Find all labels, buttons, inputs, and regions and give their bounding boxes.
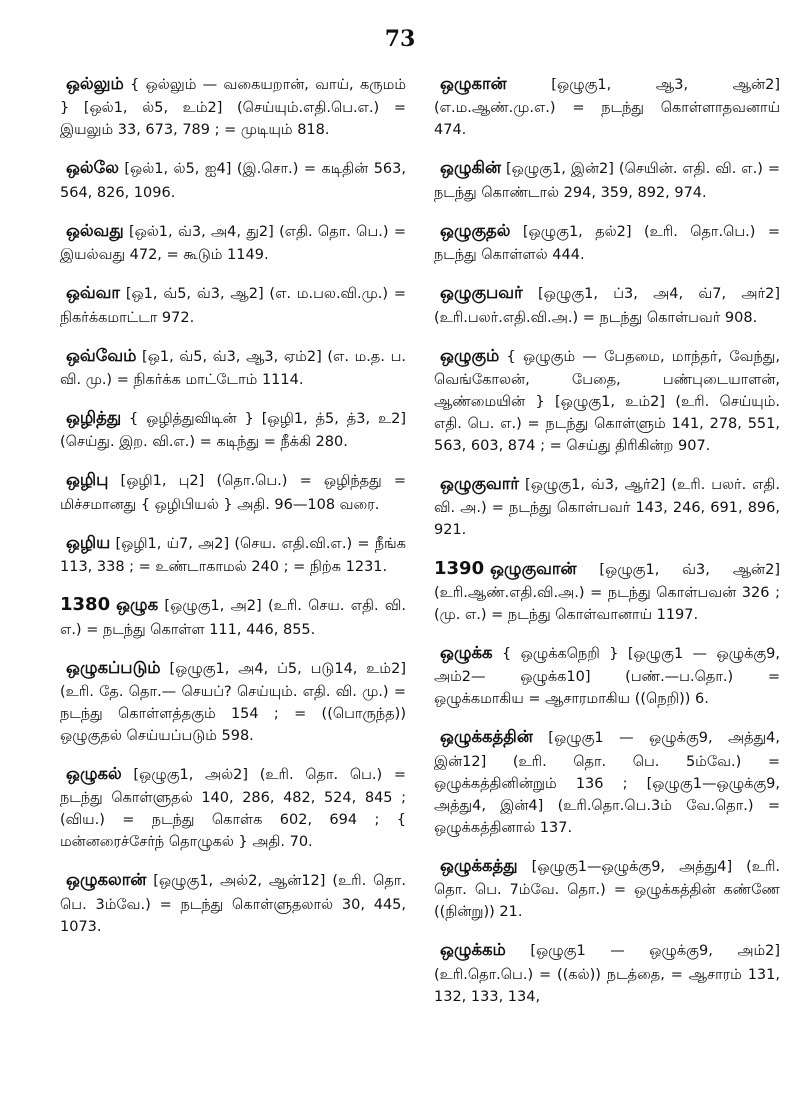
dictionary-entry xyxy=(60,279,406,328)
entry-definition: [ஒ1, வ்5, வ்3, ஆ3, ஏம்2] (எ. ம.த. ப. வி. மு.) = நிகர்க்க மாட்டோம் 1114. xyxy=(60,348,406,388)
dictionary-entry xyxy=(434,70,780,141)
entry-definition: [ஒழுகு1, ஆ3, ஆன்2] (எ.ம.ஆண்.மு.எ.) = நடந்து கொள்ளாதவனாய் 474. xyxy=(434,77,780,139)
dictionary-entry xyxy=(434,852,780,923)
dictionary-entry xyxy=(60,70,406,141)
entry-definition: [ஒழுகு1, அ2] (உரி. செய. எதி. வி. எ.) = நடந்து கொள்ள 111, 446, 855. xyxy=(60,598,406,638)
dictionary-entry xyxy=(60,404,406,453)
entry-headword: ஒழுகுதல் xyxy=(440,220,511,240)
entry-headword: ஒழுகான் xyxy=(440,74,507,93)
entry-headword: ஒழுகுவான் xyxy=(490,558,577,578)
entry-headword: ஒழுகும் xyxy=(440,345,500,365)
dictionary-entry xyxy=(434,279,780,328)
left-column xyxy=(60,70,406,1090)
entry-headword: ஒழித்து xyxy=(66,407,122,427)
entry-definition: [ஒழுகு1, இன்2] (செயின். எதி. வி. எ.) = நடந்து கொண்டால் 294, 359, 892, 974. xyxy=(434,161,780,201)
entry-number: 1390 xyxy=(434,557,485,579)
entry-headword: ஒவ்வேம் xyxy=(66,345,137,365)
dictionary-entry xyxy=(60,654,406,747)
entry-definition: [ஒழி1, பு2] (தொ.பெ.) = ஒழிந்தது = மிச்சமானது { ஒழிபியல் } அதி. 96—108 வரை. xyxy=(60,473,406,513)
entry-headword: ஒழுகின் xyxy=(440,158,501,178)
entry-definition: { ஒழுக்கநெறி } [ஒழுகு1 — ஒழுக்கு9, அம்2— ஒழுக்க10] (பண்.—ப.தொ.) = ஒழுக்கமாகிய = ஆசாரமாகிய ((நெறி)) 6. xyxy=(434,645,780,708)
entry-headword: ஒழுக்கத்தின் xyxy=(440,727,533,747)
entry-headword: ஒல்லும் xyxy=(66,74,124,93)
entry-headword: ஒழுக xyxy=(116,595,159,615)
page-number: 73 xyxy=(384,26,416,52)
entry-headword: ஒழிய xyxy=(66,532,111,552)
entry-definition: [ஒழுகு1, அல்2, ஆன்12] (உரி. தொ. பெ. 3ம்வே.) = நடந்து கொள்ளுதலால் 30, 445, 1073. xyxy=(60,873,406,935)
entry-headword: ஒழுகுவார் xyxy=(440,474,520,494)
entry-headword: ஒல்லே xyxy=(66,158,119,178)
entry-headword: ஒழுகல் xyxy=(66,764,122,783)
dictionary-entry xyxy=(60,591,406,640)
entry-definition: [ஒழுகு1, வ்3, ஆர்2] (உரி. பலர். எதி. வி. அ.) = நடந்து கொள்பவர் 143, 246, 691, 896, 921. xyxy=(434,477,780,539)
entry-definition: [ஒழுகு1, ப்3, அ4, வ்7, அர்2] (உரி.பலர்.எதி.வி.அ.) = நடந்து கொள்பவர் 908. xyxy=(434,286,780,326)
entry-definition: [ஒ1, வ்5, வ்3, ஆ2] (எ. ம.பல.வி.மு.) = நிகர்க்கமாட்டா 972. xyxy=(60,286,406,326)
entry-headword: ஒழுக்கத்து xyxy=(440,855,518,875)
entry-definition: [ஒழி1, ய்7, அ2] (செய. எதி.வி.எ.) = நீங்க 113, 338 ; = உண்டாகாமல் 240 ; = நிற்க 1231. xyxy=(60,535,406,576)
entry-definition: [ஒழுகு1, அ4, ப்5, படு14, உம்2] (உரி. தே. தொ.— செயப்? செய்யும். எதி. வி. மு.) = நடந்து கொள்ளத்தகும் 154 ; = ((பொருந்த)) ஒழுகுதல் செய்யப்படும் 598. xyxy=(60,660,406,744)
entry-headword: ஒழுக்கம் xyxy=(440,940,506,960)
right-column xyxy=(434,70,780,1090)
entry-definition: [ஒழுகு1, அல்2] (உரி. தொ. பெ.) = நடந்து கொள்ளுதல் 140, 286, 482, 524, 845 ; (விய.) = நடந்து கொள்க 602, 694 ; { மன்னரைச்சேர்ந் தொழுகல் } அதி. 70. xyxy=(60,767,406,851)
dictionary-entry xyxy=(60,466,406,515)
dictionary-entry xyxy=(60,760,406,853)
entry-definition: [ஒழுகு1, தல்2] (உரி. தொ.பெ.) = நடந்து கொள்ளல் 444. xyxy=(434,223,780,264)
entry-headword: ஒழுகப்படும் xyxy=(66,657,161,677)
dictionary-entry xyxy=(434,342,780,457)
entry-headword: ஒழுக்க xyxy=(440,642,493,662)
entry-definition: [ஒல்1, ல்5, ஐ4] (இ.சொ.) = கடிதின் 563, 564, 826, 1096. xyxy=(60,161,406,201)
dictionary-entry xyxy=(60,217,406,266)
dictionary-entry xyxy=(434,154,780,203)
entry-headword: ஒவ்வா xyxy=(66,283,121,303)
entry-headword: ஒழுகலான் xyxy=(66,870,147,890)
entry-headword: ஒல்வது xyxy=(66,220,124,240)
dictionary-entry xyxy=(434,723,780,838)
dictionary-entry xyxy=(60,866,406,937)
dictionary-entry xyxy=(60,342,406,391)
dictionary-columns xyxy=(60,70,780,1090)
dictionary-entry xyxy=(434,470,780,541)
dictionary-entry xyxy=(60,154,406,203)
entry-definition: [ஒழுகு1, வ்3, ஆன்2] (உரி.ஆண்.எதி.வி.அ.) = நடந்து கொள்பவன் 326 ; (மு. எ.) = நடந்து கொள்வானாய் 1197. xyxy=(434,561,780,623)
entry-headword: ஒழிபு xyxy=(66,470,109,490)
dictionary-entry xyxy=(434,217,780,266)
entry-definition: [ஒழுகு1 — ஒழுக்கு9, அம்2] (உரி.தொ.பெ.) = ((கல்)) நடத்தை, = ஆசாரம் 131, 132, 133, 134, xyxy=(434,943,780,1005)
entry-definition: [ஒழுகு1—ஒழுக்கு9, அத்து4] (உரி. தொ. பெ. 7ம்வே. தொ.) = ஒழுக்கத்தின் கண்ணே ((நின்று)) 21. xyxy=(434,858,780,921)
entry-definition: { ஒழுகும் — பேதமை, மாந்தர், வேந்து, வெங்கோலன், பேதை, பண்புடையாளன், ஆண்மையின் } [ஒழுகு1, உம்2] (உரி. செய்யும். எதி. பெ. எ.) = நடந்து கொள்ளும் 141, 278, 551, 563, 603, 874 ; = செய்து திரிகின்ற 907. xyxy=(434,348,780,455)
entry-number: 1380 xyxy=(60,594,111,616)
dictionary-entry xyxy=(434,555,780,626)
entry-definition: { ஒழித்துவிடின் } [ஒழி1, த்5, த்3, உ2] (செய்து. இற. வி.எ.) = கடிந்து = நீக்கி 280. xyxy=(60,410,406,451)
entry-definition: [ஒல்1, வ்3, அ4, து2] (எதி. தொ. பெ.) = இயல்வது 472, = கூடும் 1149. xyxy=(60,223,406,264)
dictionary-entry xyxy=(60,529,406,578)
dictionary-entry xyxy=(434,639,780,710)
entry-definition: [ஒழுகு1 — ஒழுக்கு9, அத்து4, இன்12] (உரி. தொ. பெ. 5ம்வே.) = ஒழுக்கத்தினின்றும் 136 ; [ஒழுகு1—ஒழுக்கு9, அத்து4, இன்4] (உரி.தொ.பெ.3ம் வே.தொ.) = ஒழுக்கத்தினால் 137. xyxy=(434,730,780,836)
entry-definition: { ஒல்லும் — வகையறான், வாய், கருமம் } [ஒல்1, ல்5, உம்2] (செய்யும்.எதி.பெ.எ.) = இயலும் 33, 673, 789 ; = முடியும் 818. xyxy=(60,77,406,139)
entry-headword: ஒழுகுபவர் xyxy=(440,283,523,303)
dictionary-entry xyxy=(434,936,780,1007)
